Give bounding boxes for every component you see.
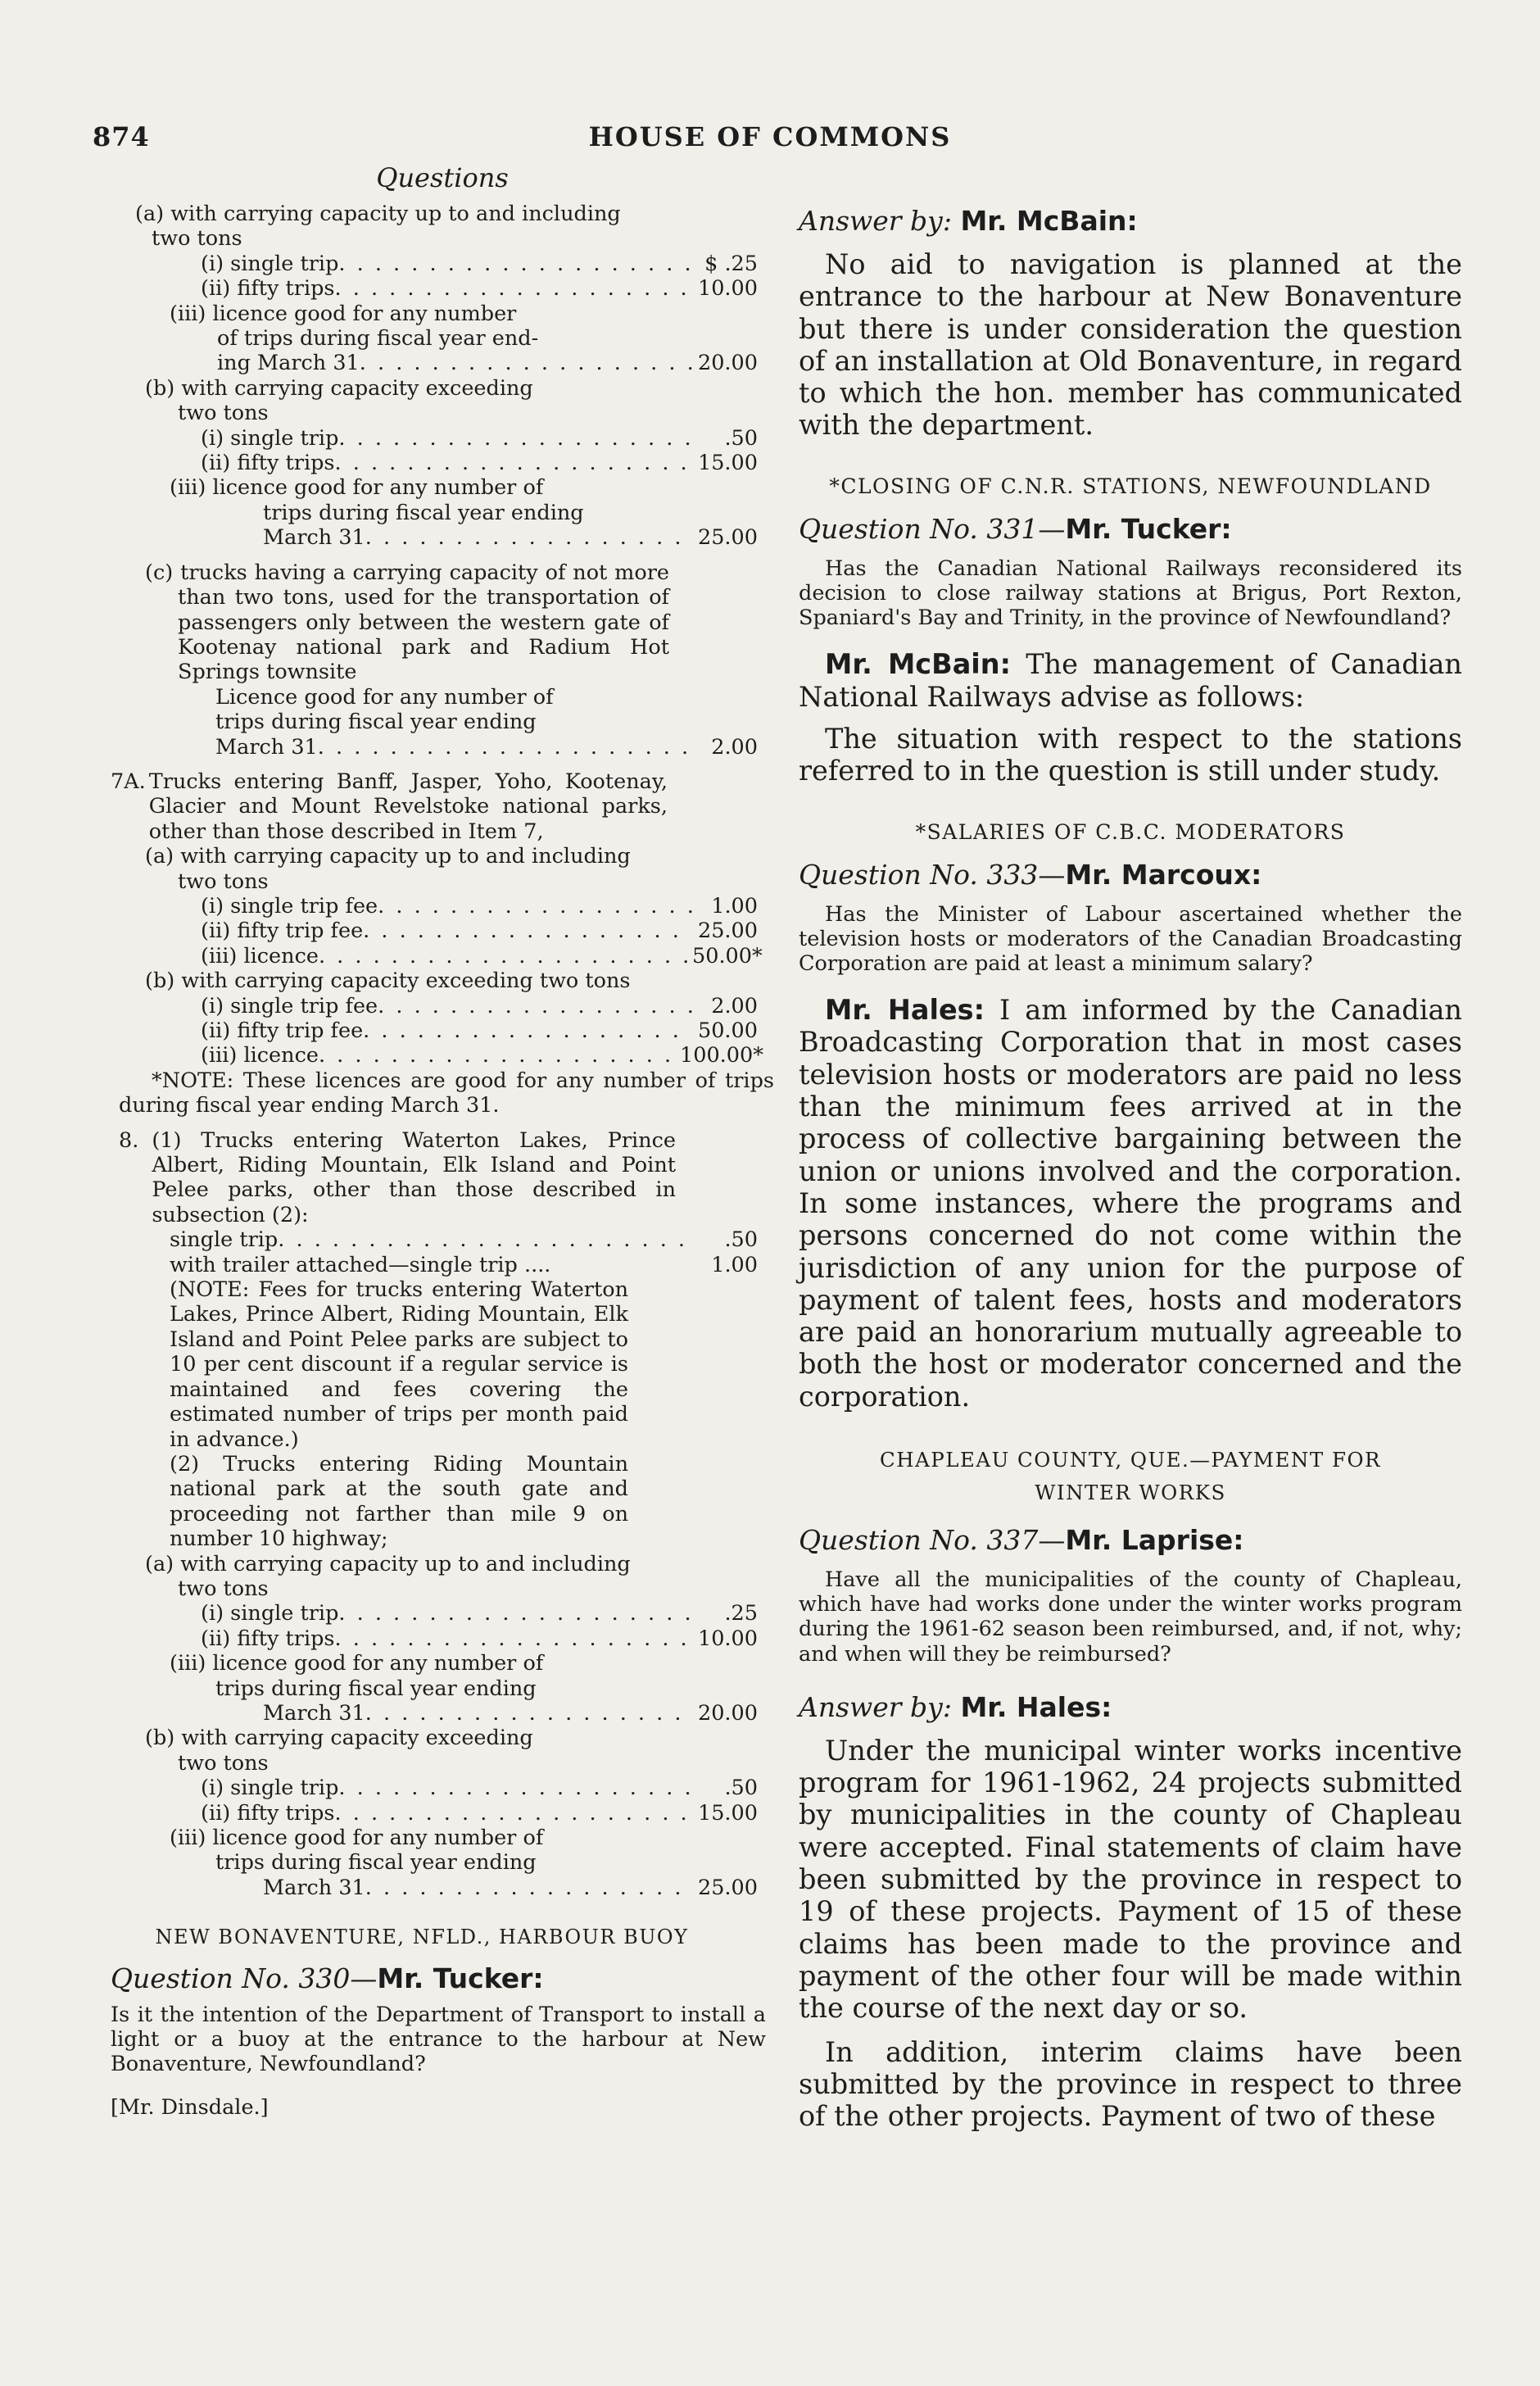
item-text: Trucks entering Banff, Jasper, Yoho, Kootenay, Glacier and Mount Revelstoke national parks, other than those described in Item 7, — [148, 769, 668, 844]
right-column — [799, 198, 1462, 2132]
table-row: March 31 . . . 20.00 — [119, 1701, 758, 1726]
table-row: two tons — [178, 401, 269, 426]
table-row: March 31 . . . 2.00 — [119, 735, 758, 760]
table-row: (b) with carrying capacity exceeding — [145, 375, 533, 401]
table-row: (ii) fifty trip fee . . . 50.00 — [119, 1018, 758, 1043]
answer-text: No aid to navigation is planned at the entrance to the harbour at New Bonaventure but there is under consideration the question of an installation at Old Bonaventure, in regard to which the hon. member has communicated with the department. — [799, 248, 1462, 442]
item-7a — [111, 769, 668, 844]
table-row: single trip . . . .50 — [119, 1227, 758, 1252]
table-row: March 31 . . . 25.00 — [119, 1876, 758, 1900]
table-row: (i) single trip . . . .50 — [119, 426, 758, 451]
item-8-a: (a) with carrying capacity up to and including two tons — [145, 1551, 631, 1601]
table-row: March 31 . . . 25.00 — [119, 525, 758, 550]
section-heading: NEW BONAVENTURE, NFLD., HARBOUR BUOY — [155, 1926, 689, 1949]
left-column — [111, 202, 774, 2120]
table-row: trips during fiscal year ending — [215, 1676, 537, 1701]
table-row: (ii) fifty trips . . . 15.00 — [119, 1801, 758, 1826]
table-row: (ii) fifty trips . . . 10.00 — [119, 276, 758, 301]
question-text: Is it the intention of the Department of Transport to install a light or a buoy at the entrance to the harbour at New Bonaventure, Newfoundland? — [111, 2003, 766, 2077]
answer-text: Under the municipal winter works incentive program for 1961-1962, 24 projects submitted by municipalities in the county of Chapleau were accepted. Final statements of claim have been submitted by the province in respect to 19 of these projects. Payment of 15 of these claims has been made to the province and payment of the other four will be made within the course of the next day or so. — [799, 1734, 1462, 2025]
item-a-intro: (a) with carrying capacity up to and including two tons — [135, 202, 621, 252]
question-heading: Question No. 330—Mr. Tucker: — [111, 1962, 544, 1994]
table-row: of trips during fiscal year end- — [217, 326, 539, 352]
page-number: 874 — [93, 121, 150, 152]
speaker-paragraph: Mr. McBain: The management of Canadian National Railways advise as follows: — [799, 648, 1462, 713]
table-row: two tons — [178, 1750, 269, 1776]
table-row: (iii) licence . . . 100.00* — [119, 1043, 758, 1068]
table-row: with trailer attached—single trip .... 1.00 — [170, 1252, 758, 1277]
question-text: Has the Minister of Labour ascertained whether the television hosts or moderators of the Canadian Broadcasting Corporation are paid at least a minimum salary? — [799, 901, 1462, 976]
question-text: Have all the municipalities of the county of Chapleau, which have had works done under the winter works program during the 1961-62 season been reimbursed, and, if not, why; and when will they be reimbursed? — [799, 1567, 1462, 1667]
table-row: (i) single trip fee . . . 1.00 — [119, 894, 758, 919]
item-c-text: (c) trucks having a carrying capacity of not more than two tons, used for the transportation of passengers only between the western gate of Kootenay national park and Radium Hot Springs townsite — [145, 560, 669, 685]
table-row: trips during fiscal year ending — [215, 710, 537, 735]
section-heading: *SALARIES OF C.B.C. MODERATORS — [915, 819, 1346, 844]
item-8 — [119, 1128, 676, 1228]
table-row: trips during fiscal year ending — [263, 500, 584, 525]
item-7a-a: (a) with carrying capacity up to and including two tons — [145, 844, 631, 894]
item-number: 8. — [119, 1127, 139, 1153]
table-row: (i) single trip . . . .50 — [119, 1776, 758, 1800]
table-row: (ii) fifty trip fee . . . 25.00 — [119, 919, 758, 943]
item-8-note: (NOTE: Fees for trucks entering Waterton Lakes, Prince Albert, Riding Mountain, Elk Island and Point Pelee parks are subject to 10 per cent discount if a regular service is maintained and fees covering the estimated number of trips per month paid in advance.) — [170, 1277, 628, 1452]
section-heading-line2: WINTER WORKS — [1035, 1481, 1226, 1505]
item-text: (1) Trucks entering Waterton Lakes, Prince Albert, Riding Mountain, Elk Island and Point Pelee parks, other than those described in subsection (2): — [152, 1127, 676, 1227]
table-row: (iii) licence good for any number of — [170, 1651, 544, 1676]
speaker-paragraph: Mr. Hales: I am informed by the Canadian Broadcasting Corporation that in most cases television hosts or moderators are paid no less than the minimum fees arrived at in the process of collective bargaining between the union or unions involved and the corporation. In some instances, where the programs and persons concerned do not come within the jurisdiction of any union for the purpose of payment of talent fees, hosts and moderators are paid an honorarium mutually agreeable to both the host or moderator concerned and the corporation. — [799, 994, 1462, 1413]
table-row: (ii) fifty trips . . . 10.00 — [119, 1626, 758, 1651]
page-footer: [Mr. Dinsdale.] — [111, 2094, 269, 2120]
table-row: (iii) licence . . . 50.00* — [119, 944, 758, 968]
section-heading: CHAPLEAU COUNTY, QUE.—PAYMENT FOR — [879, 1448, 1381, 1472]
question-text: Has the Canadian National Railways reconsidered its decision to close railway stations at Brigus, Port Rexton, Spaniard's Bay and Trinity, in the province of Newfoundland? — [799, 556, 1462, 631]
answer-heading: Answer by: Mr. Hales: — [799, 1690, 1112, 1723]
item-7a-b: (b) with carrying capacity exceeding two tons — [145, 968, 631, 994]
table-row: trips during fiscal year ending — [215, 1850, 537, 1876]
question-heading: Question No. 337—Mr. Laprise: — [799, 1524, 1244, 1557]
table-row: (iii) licence good for any number of — [170, 475, 544, 501]
item-8-2: (2) Trucks entering Riding Mountain national park at the south gate and proceeding not farther than mile 9 on number 10 highway; — [170, 1451, 628, 1552]
section-heading: *CLOSING OF C.N.R. STATIONS, NEWFOUNDLAND — [829, 474, 1432, 498]
page-header — [0, 121, 1540, 157]
answer-text: In addition, interim claims have been submitted by the province in respect to three of the other projects. Payment of two of these — [799, 2035, 1462, 2133]
paragraph: The situation with respect to the stations referred to in the question is still under study. — [799, 722, 1462, 787]
table-row: (iii) licence good for any number of — [170, 1826, 544, 1850]
table-row: (i) single trip . . . $ .25 — [119, 252, 758, 276]
answer-heading: Answer by: Mr. McBain: — [799, 205, 1138, 237]
table-row: (ii) fifty trips . . . 15.00 — [119, 451, 758, 475]
item-number: 7A. — [111, 769, 146, 794]
table-row: (iii) licence good for any number — [170, 301, 517, 326]
table-row: Licence good for any number of — [215, 684, 554, 710]
question-heading: Question No. 333—Mr. Marcoux: — [799, 858, 1262, 891]
page-title: HOUSE OF COMMONS — [588, 121, 952, 152]
table-row: ing March 31 . . . 20.00 — [119, 351, 758, 375]
footnote: *NOTE: These licences are good for any number of trips during fiscal year ending March 31. — [119, 1068, 774, 1118]
table-row: (i) single trip fee . . . 2.00 — [119, 994, 758, 1018]
page-subtitle: Questions — [376, 162, 509, 193]
table-row: (b) with carrying capacity exceeding — [145, 1726, 533, 1751]
question-heading: Question No. 331—Mr. Tucker: — [799, 512, 1232, 545]
table-row: (i) single trip . . . .25 — [119, 1601, 758, 1626]
